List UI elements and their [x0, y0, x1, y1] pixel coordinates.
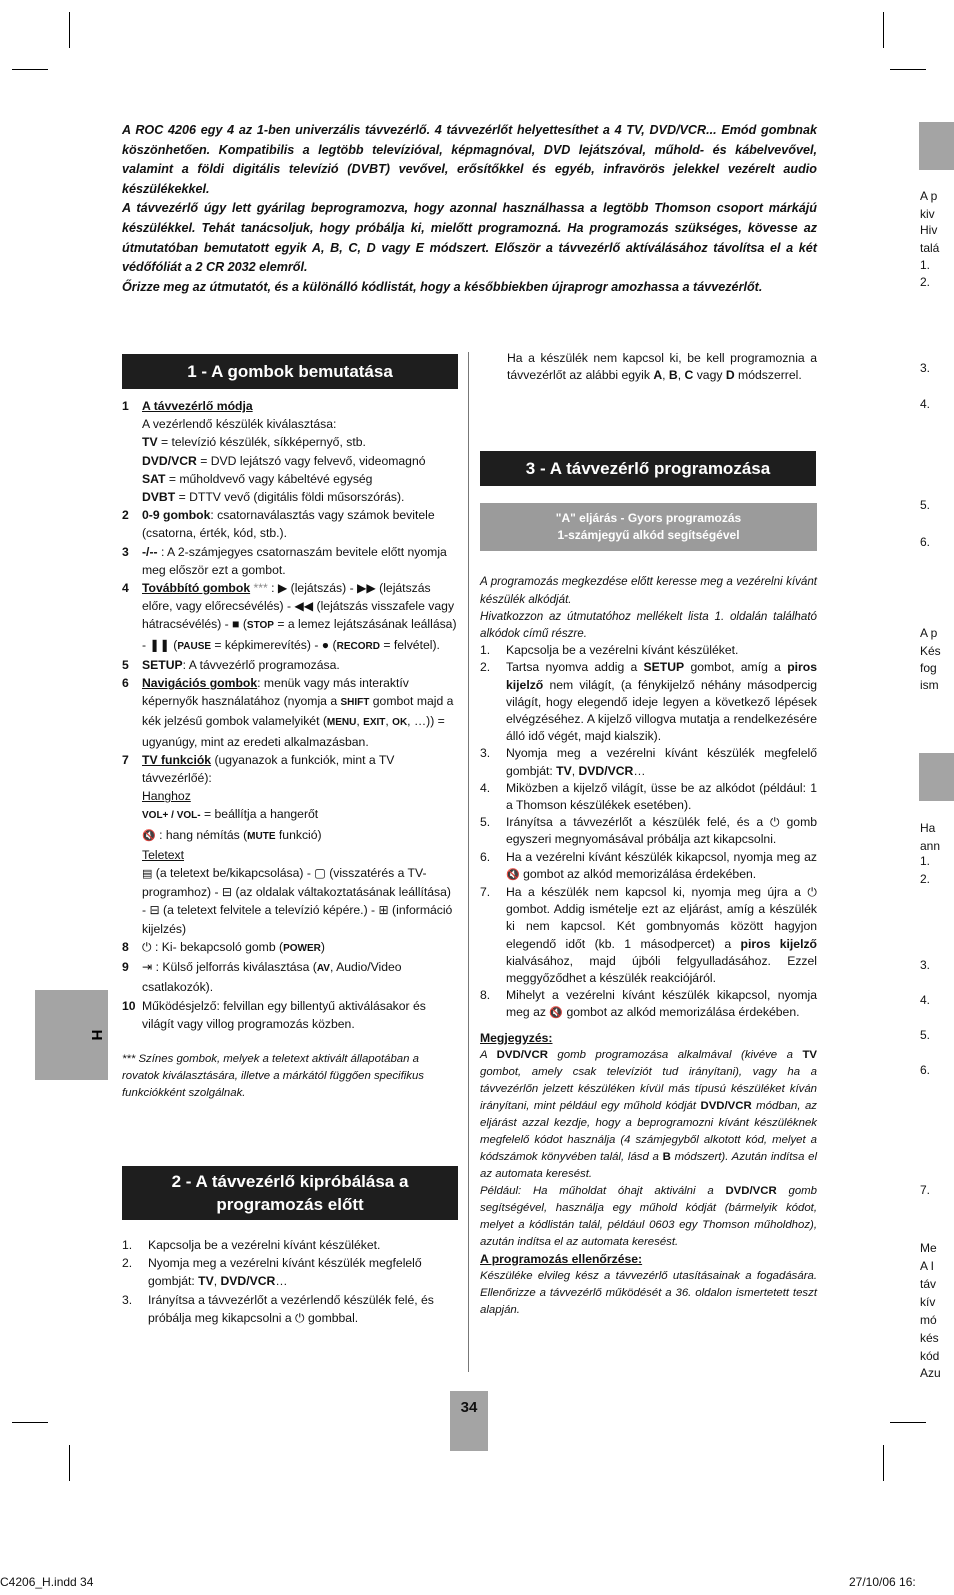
item-text: … — [275, 1274, 288, 1289]
right-page-fragment: kív — [920, 1295, 936, 1309]
right-column — [480, 350, 817, 1319]
item-text: gombot az alkód memorizálása érdekében. — [563, 1005, 800, 1020]
crop-mark — [890, 69, 926, 70]
list-item — [122, 506, 458, 542]
item-text: kialvásához, majd újbóli felgyulladásához. Ezzel meggyőződhet a készülék reakciójáról. — [506, 953, 817, 986]
item-text: , — [385, 714, 393, 729]
right-page-fragment: 6. — [920, 1063, 931, 1077]
item-text: : csatornaválasztás vagy számok bevitele (csatorna, érték, kód, stb.). — [142, 508, 435, 541]
key-label: DVD/VCR — [496, 1048, 548, 1061]
crop-mark — [69, 1445, 70, 1481]
right-page-fragment: 1. — [920, 258, 931, 272]
column-divider — [468, 352, 469, 1372]
mute-icon: 🔇 — [549, 1007, 564, 1020]
key-label: -/-- — [142, 544, 158, 559]
item-text: = DVD lejátszó vagy felvevő, videomagnó — [196, 453, 426, 468]
list-item — [480, 659, 817, 745]
mute-icon: 🔇 — [142, 829, 156, 842]
key-label: DVD/VCR — [142, 453, 197, 468]
item-number: 5. — [480, 815, 491, 830]
subheading: Teletext — [142, 847, 185, 862]
item-text: gomb programozása alkalmával (kivéve a — [547, 1048, 803, 1061]
list-item — [480, 642, 817, 659]
intro-paragraph: Őrizze meg az útmutatót, és a különálló kódlistát, hogy a későbbiekben újraprogr amozhassa a távvezérlőt. — [122, 279, 763, 294]
item-text: Nyomja meg a vezérelni kívánt készülék megfelelő gombját: — [506, 746, 817, 778]
item-text: Miközben a kijelző világít, üsse be az alkódot (például: 1 a Thomson készülékek esetében). — [506, 780, 817, 813]
item-number: 2. — [480, 660, 491, 675]
right-page-fragment: Kés — [920, 644, 941, 658]
page-number: 34 — [460, 1399, 478, 1416]
item-number: 3. — [480, 746, 491, 761]
section-2-heading — [122, 1166, 458, 1220]
right-page-fragment: 1. — [920, 854, 931, 868]
item-text: , — [571, 763, 579, 778]
key-label: piros kijelző — [740, 936, 817, 951]
intro-paragraph: A távvezérlő úgy lett gyárilag beprogramozva, hogy azonnal használhassa a legtöbb Thomson csoport márkájú készülékkel. Tehát tanácsoljuk, hogy próbálja ki, mielőtt programozná. Ha programozás szükséges, kövesse az útmutatóban bemutatott egyik A, B, C, D vagy E módszert. Először a távvezérlő aktíválásához távolítsa el a két védőfóliát a 2 CR 2032 elemről. — [122, 201, 817, 275]
right-page-fragment: 5. — [920, 498, 931, 512]
item-text: = képkimerevítés) - ● ( — [211, 637, 337, 652]
key-label: TV funkciók — [142, 752, 212, 767]
item-number: 5 — [122, 657, 129, 672]
footer-file-info: C4206_H.indd 34 — [0, 1575, 94, 1589]
key-label: DVBT — [142, 490, 176, 505]
subheading: Hanghoz — [142, 789, 191, 804]
item-text: Irányítsa a távvezérlőt a készülék felé, és a ⏻ gomb egyszeri megnyomásával próbálja azt kikapcsolni. — [506, 815, 817, 847]
key-label: POWER — [283, 942, 321, 954]
item-text: módban, az eljárást azzal kezdje, hogy a beprogramozni kívánt készüléknek megfelelő kódot használja (4 számjegyből alkotott kód, melyet a kódszámok könyvében talál, lásd a — [480, 1099, 817, 1163]
key-label: C — [684, 368, 694, 383]
crop-mark — [12, 1422, 48, 1423]
item-number: 7. — [480, 885, 491, 900]
item-text: Irányítsa a távvezérlőt a vezérlendő készülék felé, és próbálja meg kikapcsolni a ⏻ gombbal. — [148, 1292, 434, 1325]
key-label: SETUP — [643, 660, 685, 675]
right-page-fragment: A p — [920, 189, 938, 203]
item-text: = DTTV vevő (digitális földi műsorszórás). — [175, 490, 405, 505]
check-text: Készüléke elvileg kész a távvezérlő utasításainak a fogadására. Ellenőrizze a távvezérlő működését a 36. oldalon ismertetett teszt alapján. — [480, 1270, 817, 1317]
list-item — [480, 849, 817, 884]
right-page-fragment: 6. — [920, 535, 931, 549]
item-text: = a lemez lejátszásának leállása) - ❚❚ ( — [142, 617, 457, 652]
key-label: D — [725, 368, 735, 383]
list-item — [122, 958, 458, 996]
right-page-fragment: Azu — [920, 1366, 941, 1380]
item-text: gombot majd a kék jelzésű gombok valamelyikét ( — [142, 694, 454, 729]
item-text: Ha a vezérelni kívánt készülék kikapcsol, nyomja meg az — [506, 849, 817, 864]
section-1-heading: 1 - A gombok bemutatása — [122, 354, 458, 389]
footnote-marker: *** — [250, 581, 272, 596]
key-label: DVD/VCR — [220, 1274, 276, 1289]
mute-icon: 🔇 — [506, 868, 520, 881]
list-item — [480, 884, 817, 987]
right-page-fragment: A p — [920, 626, 938, 640]
right-page-fragment: 5. — [920, 1028, 931, 1042]
item-text: módszert). Azután indítsa el az automata keresést. — [480, 1150, 817, 1180]
item-number: 10 — [122, 998, 136, 1013]
right-page-fragment: Me — [920, 1241, 937, 1255]
item-text: A — [480, 1048, 497, 1061]
item-text: nem világít, (a fénykijelző néhány másodpercig világít, hogy elegendő ideje legyen a következő lépések elvégzéséhez. A kijelző villogva mutatja a rendelkezésére álló idő végét, majd kialszik). — [506, 677, 817, 744]
language-tab-label: H — [88, 1029, 106, 1041]
item-number: 1 — [122, 399, 129, 413]
item-text: ) — [320, 939, 325, 954]
item-number: 9 — [122, 960, 129, 975]
key-label: piros kijelző — [506, 660, 817, 692]
item-text: = beállítja a hangerőt — [200, 807, 319, 822]
list-item — [122, 1291, 458, 1327]
list-item — [480, 780, 817, 814]
item-number: 1. — [480, 643, 491, 658]
item-number: 2. — [122, 1256, 133, 1271]
right-page-fragment: táv — [920, 1277, 937, 1291]
item-text: , — [356, 714, 364, 729]
item-number: 2 — [122, 508, 129, 523]
right-page-fragment: 4. — [920, 993, 931, 1007]
key-label: STOP — [246, 620, 274, 632]
continuation-paragraph — [480, 350, 817, 384]
key-label: AV — [316, 963, 330, 975]
list-item — [480, 745, 817, 779]
key-label: TV — [198, 1274, 214, 1289]
item-text: gombot az alkód memorizálása érdekében. — [519, 866, 757, 881]
item-text: , — [213, 1274, 221, 1289]
right-page-fragment: 4. — [920, 397, 931, 411]
item-text: : hang némítás ( — [155, 827, 248, 842]
right-page-fragment: talá — [920, 241, 940, 255]
item-number: 8. — [480, 988, 491, 1003]
item-text: : Ki- bekapcsoló gomb ( — [151, 939, 284, 954]
key-label: 0-9 gombok — [142, 508, 211, 523]
item-text: Ha a készülék nem kapcsol ki, be kell programoznia a távvezérlőt az alábbi egyik — [507, 351, 817, 383]
item-number: 6. — [480, 849, 491, 864]
footer-date: 27/10/06 16: — [849, 1575, 916, 1589]
procedure-intro: A programozás megkezdése előtt keresse meg a vezérelni kívánt készülék alkódját. — [480, 575, 817, 606]
key-label: Navigációs gombok — [142, 676, 258, 691]
list-item — [122, 1254, 458, 1290]
right-page-fragment: mó — [920, 1313, 937, 1327]
procedure-intro: Hivatkozzon az útmutatóhoz mellékelt lista 1. oldalán található alkódok című részre. — [480, 609, 817, 641]
key-label: SETUP — [142, 657, 183, 672]
key-label: A — [653, 368, 663, 383]
right-page-fragment: ism — [920, 678, 939, 692]
right-page-tab — [919, 753, 954, 801]
list-item — [122, 938, 458, 958]
key-label: VOL+ / VOL- — [142, 810, 201, 822]
list-item — [122, 543, 458, 579]
item-text: = felvétel). — [379, 637, 440, 652]
item-number: 6 — [122, 676, 129, 691]
procedure-a-heading — [480, 503, 817, 551]
key-label: OK — [392, 717, 408, 729]
crop-mark — [883, 1445, 884, 1481]
procedure-title: "A" eljárás - Gyors programozás — [555, 511, 742, 526]
crop-mark — [12, 69, 48, 70]
item-text: = műholdvevő vagy kábeltévé egység — [165, 471, 373, 486]
intro-paragraph: A ROC 4206 egy 4 az 1-ben univerzális távvezérlő. 4 távvezérlőt helyettesíthet a 4 TV, DVD/VCR... Emód gombnak köszönhetően. Kompatibilis a legtöbb televízióval, képmagnóval, DVD lejátszóval, műhold- és kábelvevővel, valamint a földi digitális televízió (DVBT) vevővel, erősítőkkel és egyéb, infravörös jelekkel vezérelt audio készülékekkel. — [122, 123, 817, 196]
item-text: Ha a készülék nem kapcsol ki, nyomja meg újra a ⏻ gombot. Addig ismételje ezt az eljárást, amíg a készülék ki nem kapcsol. Két gombnyomás között hagyjon elegendő időt (kb. 1 másodpercet) a — [506, 885, 817, 951]
right-page-fragment: 7. — [920, 1183, 931, 1197]
item-text: Tartsa nyomva addig a — [506, 660, 644, 675]
note-heading: Megjegyzés: — [480, 1030, 553, 1045]
item-text: : Külső jelforrás kiválasztása ( — [152, 960, 317, 975]
item-text: , Audio/Video csatlakozók). — [142, 960, 402, 995]
right-page-fragment: 2. — [920, 275, 931, 289]
right-page-fragment: fog — [920, 661, 937, 675]
item-number: 4. — [480, 780, 491, 795]
list-item — [122, 656, 458, 674]
item-text: , …)) = ugyanúgy, mint az eredeti alkalmazásban. — [142, 714, 445, 749]
key-label: RECORD — [336, 640, 380, 652]
check-heading: A programozás ellenőrzése: — [480, 1251, 643, 1266]
footnote: *** Színes gombok, melyek a teletext aktivált állapotában a rovatok kiválasztására, illetve a márkától függően specifikus funkciókként szolgálnak. — [122, 1052, 424, 1099]
list-item — [122, 397, 458, 506]
right-page-fragment: 3. — [920, 958, 931, 972]
key-label: TV — [802, 1048, 817, 1061]
right-page-fragment: 2. — [920, 872, 931, 886]
key-label: MUTE — [247, 830, 276, 842]
item-text: gombot, amíg a — [684, 660, 788, 675]
right-page-tab — [919, 122, 954, 170]
item-text: vagy — [693, 368, 726, 383]
item-title: A távvezérlő módja — [142, 399, 253, 413]
list-item — [480, 814, 817, 848]
teletext-icon: ▤ — [142, 868, 153, 881]
list-item — [122, 997, 458, 1033]
right-page-fragment: Hiv — [920, 223, 938, 237]
key-label: TV — [556, 763, 572, 778]
item-text: Nyomja meg a vezérelni kívánt készülék megfelelő gombját: — [148, 1256, 422, 1289]
section-2-title: 2 - A távvezérlő kipróbálása a programozás előtt — [171, 1171, 409, 1214]
item-text: = televízió készülék, síkképernyő, stb. — [157, 435, 366, 450]
page-number-box — [450, 1391, 488, 1451]
crop-mark — [883, 12, 884, 48]
item-text: A vezérlendő készülék kiválasztása: — [142, 417, 337, 432]
key-label: DVD/VCR — [725, 1184, 777, 1197]
item-number: 8 — [122, 939, 129, 954]
power-icon: ⏻ — [142, 939, 152, 954]
list-item — [122, 1236, 458, 1254]
item-text: Kapcsolja be a vezérelni kívánt készüléket. — [148, 1237, 381, 1252]
right-page-fragment: A I — [920, 1259, 935, 1273]
item-text: : A 2-számjegyes csatornaszám bevitele előtt nyomja meg először ezt a gombot. — [142, 544, 447, 577]
item-number: 4 — [122, 581, 129, 596]
key-label: Továbbító gombok — [142, 581, 251, 596]
key-label: MENU — [326, 717, 357, 729]
list-item — [480, 987, 817, 1022]
right-page-fragment: kiv — [920, 207, 935, 221]
item-text: : menük vagy más interaktív képernyők használatához (nyomja a — [142, 676, 409, 709]
crop-mark — [890, 1422, 926, 1423]
item-text: Működésjelző: felvillan egy billentyű aktiválásakor és világít vagy villog programozás közben. — [142, 998, 426, 1031]
left-column — [122, 354, 458, 1327]
key-label: DVD/VCR — [578, 763, 634, 778]
key-label: B — [662, 1150, 671, 1163]
item-text: … — [633, 763, 646, 778]
intro-text — [122, 121, 817, 297]
key-label: PAUSE — [177, 640, 212, 652]
item-text: , — [662, 368, 669, 383]
list-item — [122, 751, 458, 938]
item-text: , — [677, 368, 685, 383]
procedure-subtitle: 1-számjegyű alkód segítségével — [557, 528, 740, 543]
item-text: módszerrel. — [734, 368, 802, 383]
item-text: Kapcsolja be a vezérelni kívánt készüléket. — [506, 643, 739, 658]
key-label: EXIT — [363, 717, 386, 729]
right-page-fragment: ann — [920, 839, 941, 853]
item-text: funkció) — [275, 827, 322, 842]
item-number: 1. — [122, 1237, 133, 1252]
list-item — [122, 579, 458, 656]
key-label: TV — [142, 435, 158, 450]
item-text: (ugyanazok a funkciók, mint a TV távvezérlőé): — [142, 752, 395, 786]
item-number: 7 — [122, 752, 129, 767]
right-page-fragment: kés — [920, 1331, 939, 1345]
language-tab — [35, 990, 108, 1080]
crop-mark — [69, 12, 70, 48]
right-page-fragment: kód — [920, 1349, 940, 1363]
item-number: 3. — [122, 1292, 133, 1307]
item-text: (a teletext be/kikapcsolása) - ▢ (visszatérés a TV-programhoz) - ⊟ (az oldalak váltakoztatásának leállítása) - ⊟ (a teletext felvitele a televízió képére.) - ⊞ (információ kijelzés) — [142, 866, 453, 936]
item-text: : A távvezérlő programozása. — [182, 657, 340, 672]
item-text: gomb segítségével, használja egy műhold kódját (bármelyik kódot, melyet a kódlistán talál, például 0603 egy Thomson műholdhoz), azután indítsa el az automata keresést. — [480, 1184, 817, 1248]
item-number: 3 — [122, 544, 129, 559]
key-label: SAT — [142, 471, 166, 486]
item-text: gombot, amely csak televíziót tud irányítani), vagy ha a távvezérlőn jelzett készüléken kívül más típusú készüléket kíván irányítani, mint például egy műhold kódját — [480, 1065, 817, 1112]
right-page-fragment: 3. — [920, 361, 931, 375]
section-3-heading: 3 - A távvezérlő programozása — [480, 451, 816, 486]
list-item — [122, 674, 458, 751]
right-page-fragment: Ha — [920, 821, 936, 835]
note-example — [480, 1183, 817, 1251]
key-label: B — [668, 368, 678, 383]
note-text — [480, 1047, 817, 1183]
key-label: SHIFT — [340, 697, 370, 709]
input-source-icon: ⇥ — [142, 960, 153, 975]
key-label: DVD/VCR — [700, 1099, 752, 1112]
item-text: Mihelyt a vezérelni kívánt készülék kikapcsol, nyomja meg az — [506, 988, 817, 1020]
item-text: Például: Ha műholdat óhajt aktiválni a — [480, 1184, 726, 1197]
item-text: : ▶ (lejátszás) - ▶▶ (lejátszás előre, vagy előrecsévélés) - ◀◀ (lejátszás visszafele vagy hátracsévélés) - ■ ( — [142, 581, 455, 632]
